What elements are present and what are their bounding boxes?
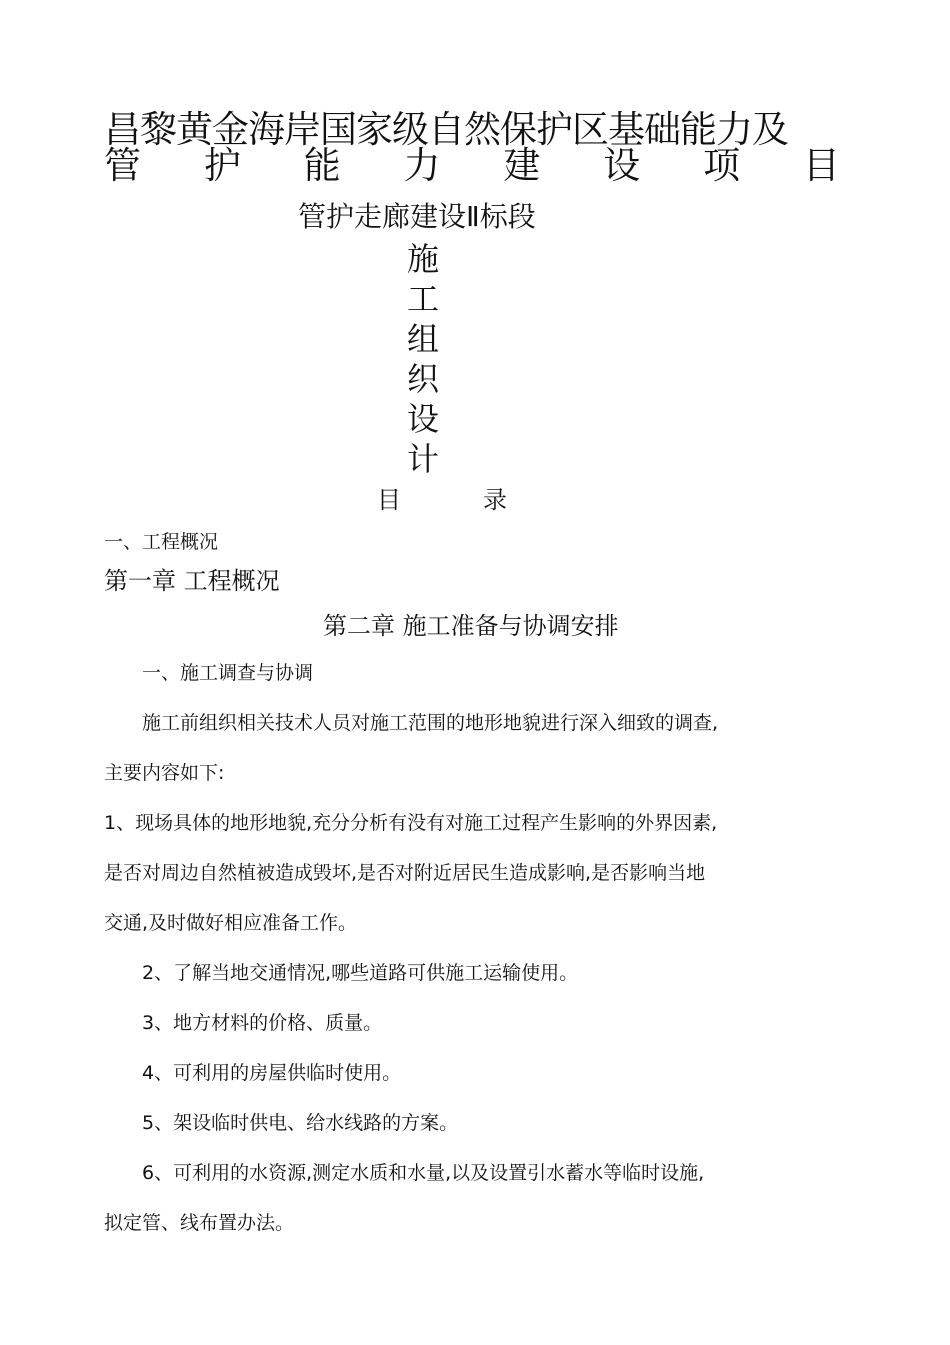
section-heading: 一、施工调查与协调 (142, 662, 314, 684)
chapter-heading-2: 第二章 施工准备与协调安排 (323, 612, 619, 640)
document-title-line-1: 昌黎黄金海岸国家级自然保护区基础能力及 (104, 108, 788, 151)
toc-heading-char: 录 (483, 486, 507, 514)
vertical-title-char: 计 (407, 440, 440, 478)
document-subtitle: 管护走廊建设Ⅱ标段 (298, 200, 536, 233)
vertical-title-char: 施 (407, 240, 440, 278)
vertical-title-char: 设 (407, 400, 440, 438)
list-item: 5、架设临时供电、给水线路的方案。 (142, 1112, 459, 1134)
vertical-title-char: 组 (407, 320, 440, 358)
list-item: 3、地方材料的价格、质量。 (142, 1012, 383, 1034)
list-item-line: 是否对周边自然植被造成毁坏,是否对附近居民生造成影响,是否影响当地 (104, 862, 706, 884)
title-char: 项 (703, 144, 741, 187)
list-item: 2、了解当地交通情况,哪些道路可供施工运输使用。 (142, 962, 579, 984)
toc-item: 一、工程概况 (104, 531, 219, 553)
vertical-title-char: 工 (407, 280, 440, 318)
toc-heading-char: 目 (377, 486, 401, 514)
list-item-line: 1、现场具体的地形地貌,充分分析有没有对施工过程产生影响的外界因素, (104, 812, 718, 834)
title-char: 目 (802, 144, 840, 187)
chapter-heading-1: 第一章 工程概况 (104, 567, 280, 595)
list-item-line: 6、可利用的水资源,测定水质和水量,以及设置引水蓄水等临时设施, (142, 1162, 705, 1184)
title-char: 设 (603, 144, 641, 187)
title-char: 建 (503, 144, 541, 187)
list-item: 4、可利用的房屋供临时使用。 (142, 1062, 402, 1084)
toc-heading (377, 485, 507, 515)
title-char: 护 (203, 144, 241, 187)
title-char: 能 (303, 144, 341, 187)
list-item-line: 拟定管、线布置办法。 (104, 1212, 295, 1234)
paragraph-line: 施工前组织相关技术人员对施工范围的地形地貌进行深入细致的调查, (142, 712, 719, 734)
document-title-line-2 (104, 144, 840, 188)
title-char: 管 (104, 144, 141, 187)
vertical-title-char: 织 (407, 360, 440, 398)
list-item-line: 交通,及时做好相应准备工作。 (104, 912, 358, 934)
title-char: 力 (403, 144, 441, 187)
paragraph-line: 主要内容如下: (104, 762, 225, 784)
